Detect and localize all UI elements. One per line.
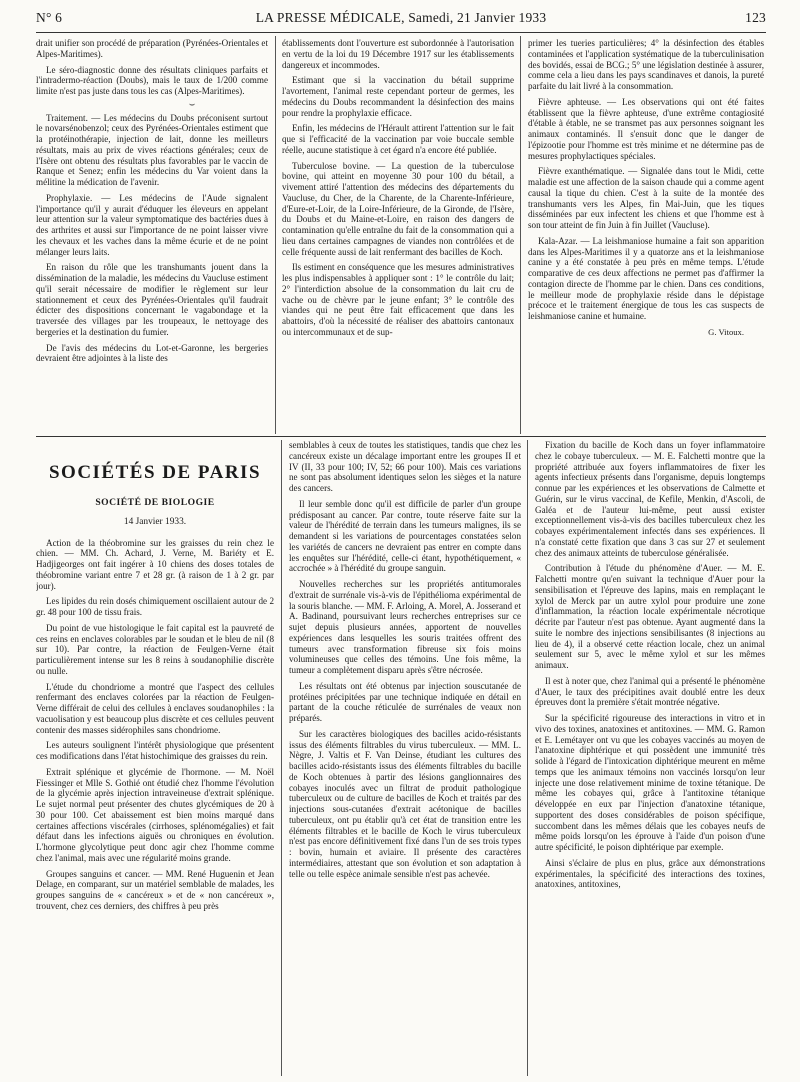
paragraph: Prophylaxie. — Les médecins de l'Aude signalent l'importance qu'il y aurait d'éduquer les éleveurs en appelant leur attention sur la valeur symptomatique des bactéries dues à des arthrites et aussi sur l'importance de ne point laisser vivre les chevaux et les vaches dans la même écurie et de ne point mélanger leurs laits. <box>36 192 268 257</box>
bottom-column-1 <box>36 440 274 1076</box>
section-rule <box>36 436 766 437</box>
paragraph: Estimant que si la vaccination du bétail supprime l'avortement, l'animal reste cependant porteur de germes, les médecins du Doubs recommandent la désinfection des mains pour rendre la prophylaxie efficace. <box>282 75 514 118</box>
paragraph: Les auteurs soulignent l'intérêt physiologique que présentent ces modifications dans l'état histochimique des graisses du rein. <box>36 740 274 761</box>
column-divider <box>527 440 528 1076</box>
top-column-3 <box>528 38 764 432</box>
paragraph: Nouvelles recherches sur les propriétés antitumorales d'extrait de surrénale vis-à-vis de l'épithélioma expérimental de la souris blanche. — MM. F. Arloing, A. Morel, A. Josserand et A. Badinand, poursuivant leurs recherches entreprises sur ce sujet depuis plusieurs années, apportent de nouvelles expériences dans lesquelles les souris traitées offrent des tumeurs avec transformation fibreuse six fois moins volumineuses que celles des témoins. Une fois même, la tumeur a complètement disparu après s'être nécrosée. <box>289 579 521 675</box>
paragraph: Tuberculose bovine. — La question de la tuberculose bovine, qui atteint en moyenne 30 pour 100 du bétail, a vivement attiré l'attention des médecins des départements du Vaucluse, du Cher, de la Charente, de la Charente-Inférieure, d'Eure-et-Loir, de la Loire-Inférieure, de la Gironde, de l'Isère, du Doubs et du Maine-et-Loire, en raison des dangers de contamination qu'elle entraîne du fait de la consommation qui a lieu dans certaines campagnes de viandes non contrôlées et de celle fréquente aussi de lait renfermant des bacilles de Koch. <box>282 160 514 257</box>
paragraph: Ainsi s'éclaire de plus en plus, grâce aux démonstrations expérimentales, la spécificité des interactions des toxines, anatoxines, antitoxines, <box>535 857 765 890</box>
paragraph: L'étude du chondriome a montré que l'aspect des cellules renfermant des enclaves colorées par la réaction de Feulgen-Verne différait de celui des cellules à enclaves soudanophiles : la vacuolisation y est beaucoup plus discrète et ces cellules peuvent contenir des masses sidérophiles sans chondriome. <box>36 681 274 735</box>
paragraph: Il leur semble donc qu'il est difficile de parler d'un groupe prédisposant au cancer. Par contre, toute réserve faite sur la valeur de l'hérédité de terrain dans les tumeurs malignes, ils se demandent si les variations de pourcentages constatées selon les variétés de cancers ne devraient pas entrer en compte dans les enquêtes sur l'hérédité, celle-ci étant, hypothétiquement, « accrochée » à l'hérédité du groupe sanguin. <box>289 498 521 574</box>
paragraph: Contribution à l'étude du phénomène d'Auer. — M. E. Falchetti montre qu'en suivant la technique d'Auer pour la sensibilisation et l'épreuve des lapins, mais en remplaçant le xylol de Merck par un autre xylol pour produire une zone d'inflammation, la réaction locale expérimentale nécrotique décrite par l'auteur n'est pas obtenue. Ayant augmenté dans la suite le nombre des injections sensibilisantes (8 injections au lieu de 4), il a observé cette réaction locale, chez un animal seulement sur 5, avec le même xylol et sur les mêmes animaux. <box>535 563 765 670</box>
paragraph: établissements dont l'ouverture est subordonnée à l'autorisation en vertu de la loi du 19 Décembre 1917 sur les établissements dangereux et incommodes. <box>282 38 514 70</box>
column-divider <box>275 36 276 434</box>
column-divider <box>281 440 282 1076</box>
header-rule <box>36 32 766 33</box>
paragraph: Extrait splénique et glycémie de l'hormone. — M. Noël Fiessinger et Mlle S. Gothié ont étudié chez l'homme l'évolution de la glycémie après injection intraveineuse d'extrait splénique. Le sujet normal peut présenter des chutes glycémiques de 20 à 30 pour 100. Cet abaissement est bien moins marqué dans certaines affections viscérales (cirrhoses, splénomégalies) et fait défaut dans les infections aiguës ou chroniques en évolution. L'hormone glycolytique peut donc agir chez l'homme comme chez l'animal, mais avec une régularité moins grande. <box>36 766 274 863</box>
paragraph: Action de la théobromine sur les graisses du rein chez le chien. — MM. Ch. Achard, J. Verne, M. Bariéty et E. Hadjigeorges ont fait ingérer à 10 chiens des doses totales de théobromine variant entre 7 et 28 gr. (à raison de 1 à 2 gr. par jour). <box>36 537 274 591</box>
bottom-column-2 <box>289 440 521 1076</box>
paragraph: Sur la spécificité rigoureuse des interactions in vitro et in vivo des toxines, anatoxines et antitoxines. — MM. G. Ramon et E. Lemétayer ont vu que les cobayes vaccinés au moyen de l'anatoxine diphtérique et qui possèdent une immunité très solide à l'égard de l'intoxication diphtérique meurent en même temps que les animaux témoins non vaccinés lorsqu'on leur injecte une dose relativement minime de toxine tétanique. De même les cobayes qui, grâce à l'antitoxine tétanique développée en eux par l'injection d'anatoxine tétanique, supportent des doses considérables de poison spécifique, succombent dans les mêmes délais que les cobayes neufs de même poids lorsqu'on les éprouve à l'aide d'un poison d'une autre spécificité, le poison diphtérique par exemple. <box>535 713 765 852</box>
author-signature: G. Vitoux. <box>708 326 744 337</box>
paragraph: Sur les caractères biologiques des bacilles acido-résistants issus des éléments filtrables du virus tuberculeux. — MM. L. Nègre, J. Valtis et F. Van Deinse, étudiant les cultures des bacilles acido-résistants issus des éléments filtrables du bacille de Koch obtenues à partir des lésions ganglionnaires des cobayes inoculés avec un filtrat de produit pathologique tuberculeux ou de culture de bacilles de Koch et traités par des injections sous-cutanées d'extrait acétonique de bacilles tuberculeux, ont pu établir qu'à cet état de transition entre les éléments filtrables et le bacille de Koch le virus tuberculeux n'est pas encore définitivement fixé dans l'un de ses trois types : bovin, humain et aviaire. Il présente des caractères intermédiaires, attestant que son évolution et son adaptation à telle ou telle espèce animale sensible n'est pas achevée. <box>289 728 521 879</box>
paragraph: Il est à noter que, chez l'animal qui a présenté le phénomène d'Auer, le taux des précipitines avait doublé entre les deux épreuves dont la première s'était montrée négative. <box>535 675 765 708</box>
society-heading: SOCIÉTÉ DE BIOLOGIE <box>95 497 215 508</box>
paragraph: primer les tueries particulières; 4° la désinfection des étables contaminées et l'application systématique de la tuberculinisation des bovidés, essai de BCG.; 5° une législation destinée à assurer, comme cela a lieu dans les pays scandinaves et danois, la pureté parfaite du lait livré à la consommation. <box>528 38 764 91</box>
paragraph: De l'avis des médecins du Lot-et-Garonne, les bergeries devraient être adjointes à la liste des <box>36 342 268 364</box>
paragraph: Les résultats ont été obtenus par injection souscutanée de protéines précipitées par une technique indiquée en détail en partant de la couche réticulée de surrénales de veaux non préparés. <box>289 680 521 723</box>
journal-title: LA PRESSE MÉDICALE, Samedi, 21 Janvier 1933 <box>255 10 547 25</box>
paragraph: Traitement. — Les médecins du Doubs préconisent surtout le novarsénobenzol; ceux des Pyrénées-Orientales estiment que la protéinothérapie, injection de lait, donne les meilleurs résultats, mais au prix de vives réactions générales; ceux de l'Isère ont obtenu des résultats plus favorables par le vaccin de Ranque et Senez; enfin les médecins du Var voient dans la mélitine la médication de l'avenir. <box>36 112 268 187</box>
paragraph: Du point de vue histologique le fait capital est la pauvreté de ces reins en enclaves colorables par le soudan et le bleu de nil (8 sur 10). Par contre, la réaction de Feulgen-Verne était particulièrement intense sur les 8 reins à soudanophilie discrète ou nulle. <box>36 622 274 676</box>
paragraph: Fièvre exanthématique. — Signalée dans tout le Midi, cette maladie est une affection de la saison chaude qui a comme agent causal la tique du chien. C'est à la suite de la montée des transhumants vers les Alpes, fin Mai-Juin, que les tiques disséminées par eux infectent les chiens et que l'homme est à son tour atteint de fin Juin à fin Juillet (Vaucluse). <box>528 166 764 230</box>
page-number: 123 <box>745 10 766 25</box>
top-column-2 <box>282 38 514 432</box>
session-date: 14 Janvier 1933. <box>123 516 187 527</box>
paragraph: Les lipides du rein dosés chimiquement oscillaient autour de 2 gr. 48 pour 100 de tissu frais. <box>36 596 274 617</box>
paragraph: semblables à ceux de toutes les statistiques, tandis que chez les cancéreux existe un décalage important entre les groupes II et IV (II, 33 pour 100; IV, 52; 66 pour 100). Mais ces variations ne sont pas absolument identiques selon les sièges et la nature des cancers. <box>289 440 521 493</box>
top-column-1 <box>36 38 268 432</box>
paragraph: Groupes sanguins et cancer. — MM. René Huguenin et Jean Delage, en comparant, sur un matériel semblable de malades, les groupes sanguins de « cancéreux » et de « non cancéreux », trouvent, chez ces derniers, des chiffres à peu près <box>36 868 274 911</box>
paragraph: Le séro-diagnostic donne des résultats cliniques parfaits et l'intradermo-réaction (Doubs), mais le taux de 1/200 comme limite n'est pas juste dans tous les cas (Alpes-Maritimes). <box>36 64 268 96</box>
paragraph: Enfin, les médecins de l'Hérault attirent l'attention sur le fait que si l'efficacité de la vaccination par voie buccale semble réelle, aucune statistique à cet égard n'a encore été publiée. <box>282 123 514 155</box>
paragraph: Kala-Azar. — La leishmaniose humaine a fait son apparition dans les Alpes-Maritimes il y a quatorze ans et la leishmaniose canine y a été constatée à peu près en même temps. L'étude comparative de ces deux affections ne permet pas d'affirmer la contagion directe de l'homme par le chien. Dans ces conditions, le meilleur mode de prophylaxie réside dans le dépistage précoce et le traitement énergique de tous les cas suspects de leishmaniose canine et humaine. <box>528 235 764 321</box>
paragraph: Fixation du bacille de Koch dans un foyer inflammatoire chez le cobaye tuberculeux. — M. E. Falchetti montre que la propriété attribuée aux foyers inflammatoires de fixer les agents infectieux présents dans l'organisme, depuis longtemps connue par les expériences et les observations de Calmette et Guérin, sur le virus vaccinal, de Kefile, Menkin, d'Ascoli, de Galéa et de l'auteur lui-même, peut aussi exister exceptionnellement vis-à-vis des bacilles tuberculeux chez les cobayes expérimentalement infectés dans ses expériences. Il n'a constaté cette fixation que dans 3 cas sur 27 et seulement chez des animaux atteints de tuberculose généralisée. <box>535 440 765 558</box>
paragraph: Ils estiment en conséquence que les mesures administratives les plus indispensables à appliquer sont : 1° le contrôle du lait; 2° l'interdiction absolue de la consommation du lait cru de vache ou de chèvre par le jeune enfant; 3° le contrôle des viandes qui ne peut être fait efficacement que dans les abattoirs, d'où la nécessité de réaliser des abattoirs cantonaux ou intercommunaux et de sup- <box>282 262 514 337</box>
bottom-column-3 <box>535 440 765 1076</box>
section-title: SOCIÉTÉS DE PARIS <box>48 462 262 483</box>
paragraph: Fièvre aphteuse. — Les observations qui ont été faites établissent que la fièvre aphteuse, d'une extrême contagiosité d'étable à étable, ne se transmet pas aux personnes soignant les animaux contaminés. Il s'ensuit donc que le danger de l'épizootie pour l'homme est très minime et ne détermine pas de mesures prophylactiques spéciales. <box>528 96 764 161</box>
page-header <box>36 6 766 30</box>
paragraph: drait unifier son procédé de préparation (Pyrénées-Orientales et Alpes-Maritimes). <box>36 38 268 59</box>
issue-number: N° 6 <box>36 10 63 25</box>
paragraph: En raison du rôle que les transhumants jouent dans la dissémination de la maladie, les médecins du Vaucluse estiment qu'il serait nécessaire de modifier le règlement sur leur stationnement et ceux des Pyrénées-Orientales qu'il faudrait édicter des dispositions concernant le vagabondage et la traversée des villages par les troupeaux, le nettoyage des bergeries et la destination du fumier. <box>36 262 268 337</box>
separator-mark: ⌣ <box>188 98 196 110</box>
column-divider <box>520 36 521 434</box>
